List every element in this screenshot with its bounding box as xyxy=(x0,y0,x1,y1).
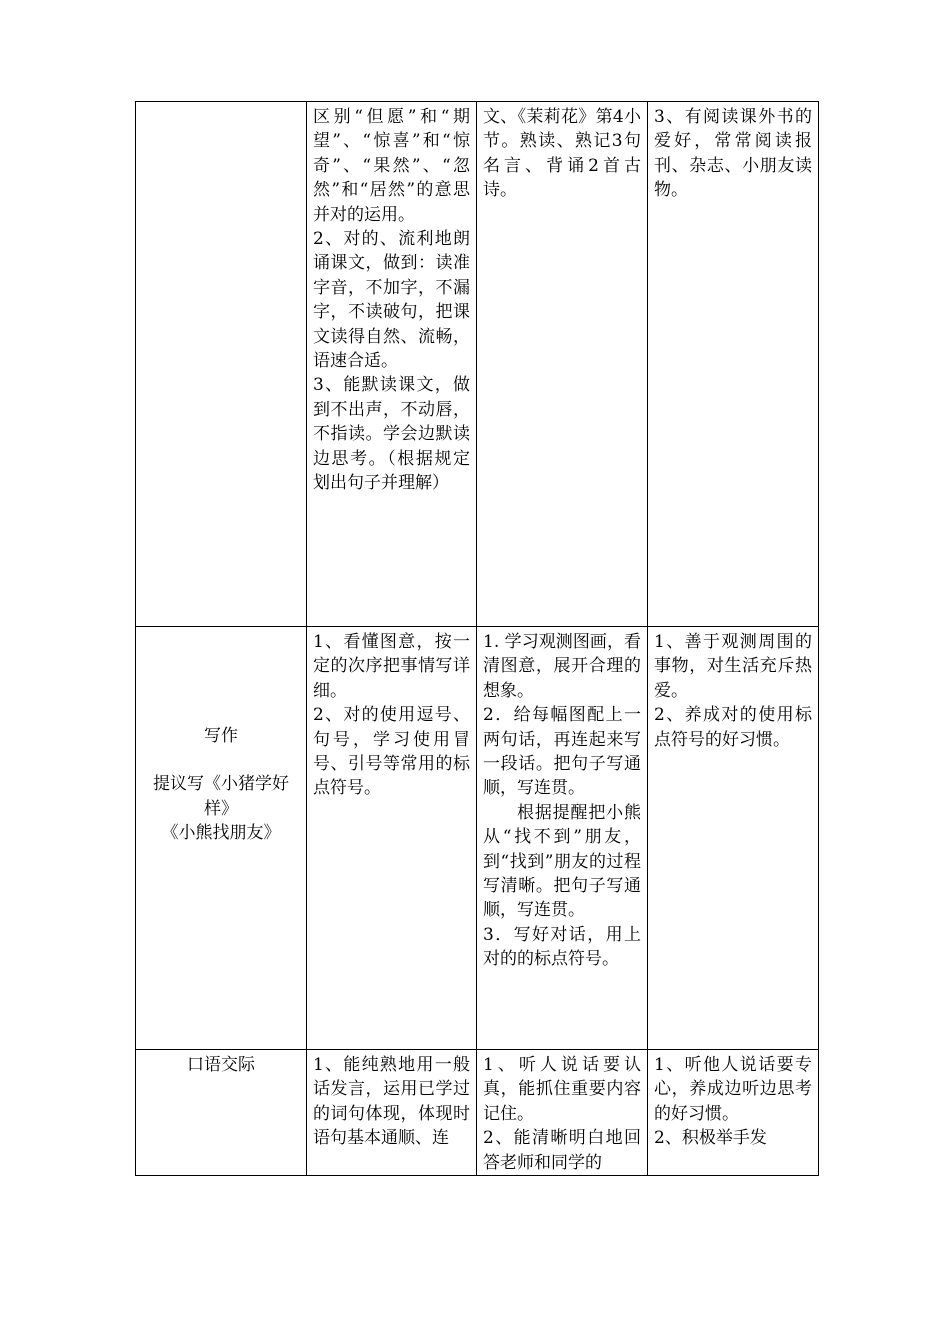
goal-paragraph: 2、对的使用逗号、句号，学习使用冒号、引号等常用的标点符号。 xyxy=(313,705,470,799)
goal-paragraph: 2．给每幅图配上一两句话，再连起来写一段话。把句子写通顺，写连贯。 xyxy=(483,705,641,799)
ability-goal-cell xyxy=(477,102,648,627)
goal-paragraph: 2、对的、流利地朗诵课文，做到：读准字音，不加字，不漏字，不读破句，把课文读得自然、流畅，语速合适。 xyxy=(313,229,470,372)
goal-paragraph: 1、听他人说话要专心，养成边听边思考的好习惯。 xyxy=(654,1055,812,1124)
category-cell xyxy=(136,102,307,627)
goal-paragraph: 3、有阅读课外书的爱好，常常阅读报刊、杂志、小朋友读物。 xyxy=(654,107,812,201)
goal-paragraph: 1、善于观测周围的事物，对生活充斥热爱。 xyxy=(654,632,812,701)
category-note: 《小熊找朋友》 xyxy=(161,822,281,843)
goal-paragraph: 3、能默读课文，做到不出声，不动唇，不指读。学会边默读边思考。（根据规定划出句子并理解） xyxy=(313,375,470,494)
goal-paragraph: 3．写好对话，用上对的的标点符号。 xyxy=(483,924,641,970)
habit-goal-cell xyxy=(648,627,819,1050)
goal-paragraph: 文、《茉莉花》第4小节。熟读、熟记3句名言、背诵2首古诗。 xyxy=(483,107,641,201)
goal-paragraph: 1、看懂图意，按一定的次序把事情写详细。 xyxy=(313,632,470,701)
goal-paragraph: 2、养成对的使用标点符号的好习惯。 xyxy=(654,705,812,750)
curriculum-table xyxy=(135,101,819,1176)
goal-paragraph: 区别“但愿”和“期望”、“惊喜”和“惊奇”、“果然”、“忽然”和“居然”的意思并对的运用。 xyxy=(313,107,470,225)
ability-goal-cell xyxy=(477,627,648,1050)
goal-paragraph: 1、听人说话要认真，能抓住重要内容记住。 xyxy=(483,1055,641,1124)
category-note: 提议写《小猪学好样》 xyxy=(153,774,289,819)
table-row xyxy=(136,102,819,627)
goal-paragraph: 2、能清晰明白地回答老师和同学的 xyxy=(483,1128,641,1173)
goal-paragraph: 1、能纯熟地用一般话发言，运用已学过的词句体现，体现时语句基本通顺、连 xyxy=(313,1055,470,1149)
category-cell xyxy=(136,627,307,1050)
table-row xyxy=(136,627,819,1050)
habit-goal-cell xyxy=(648,102,819,627)
knowledge-goal-cell xyxy=(307,1050,477,1176)
category-title: 口语交际 xyxy=(187,1055,255,1075)
knowledge-goal-cell xyxy=(307,627,477,1050)
habit-goal-cell xyxy=(648,1050,819,1176)
knowledge-goal-cell xyxy=(307,102,477,627)
category-cell xyxy=(136,1050,307,1176)
table-row xyxy=(136,1050,819,1176)
goal-paragraph: 2、积极举手发 xyxy=(654,1128,767,1149)
goal-paragraph: 根据提醒把小熊从“找不到”朋友，到“找到”朋友的过程写清晰。把句子写通顺，写连贯。 xyxy=(483,802,641,921)
category-title: 写作 xyxy=(204,725,238,746)
ability-goal-cell xyxy=(477,1050,648,1176)
goal-paragraph: 1. 学习观测图画，看清图意，展开合理的想象。 xyxy=(483,632,641,701)
